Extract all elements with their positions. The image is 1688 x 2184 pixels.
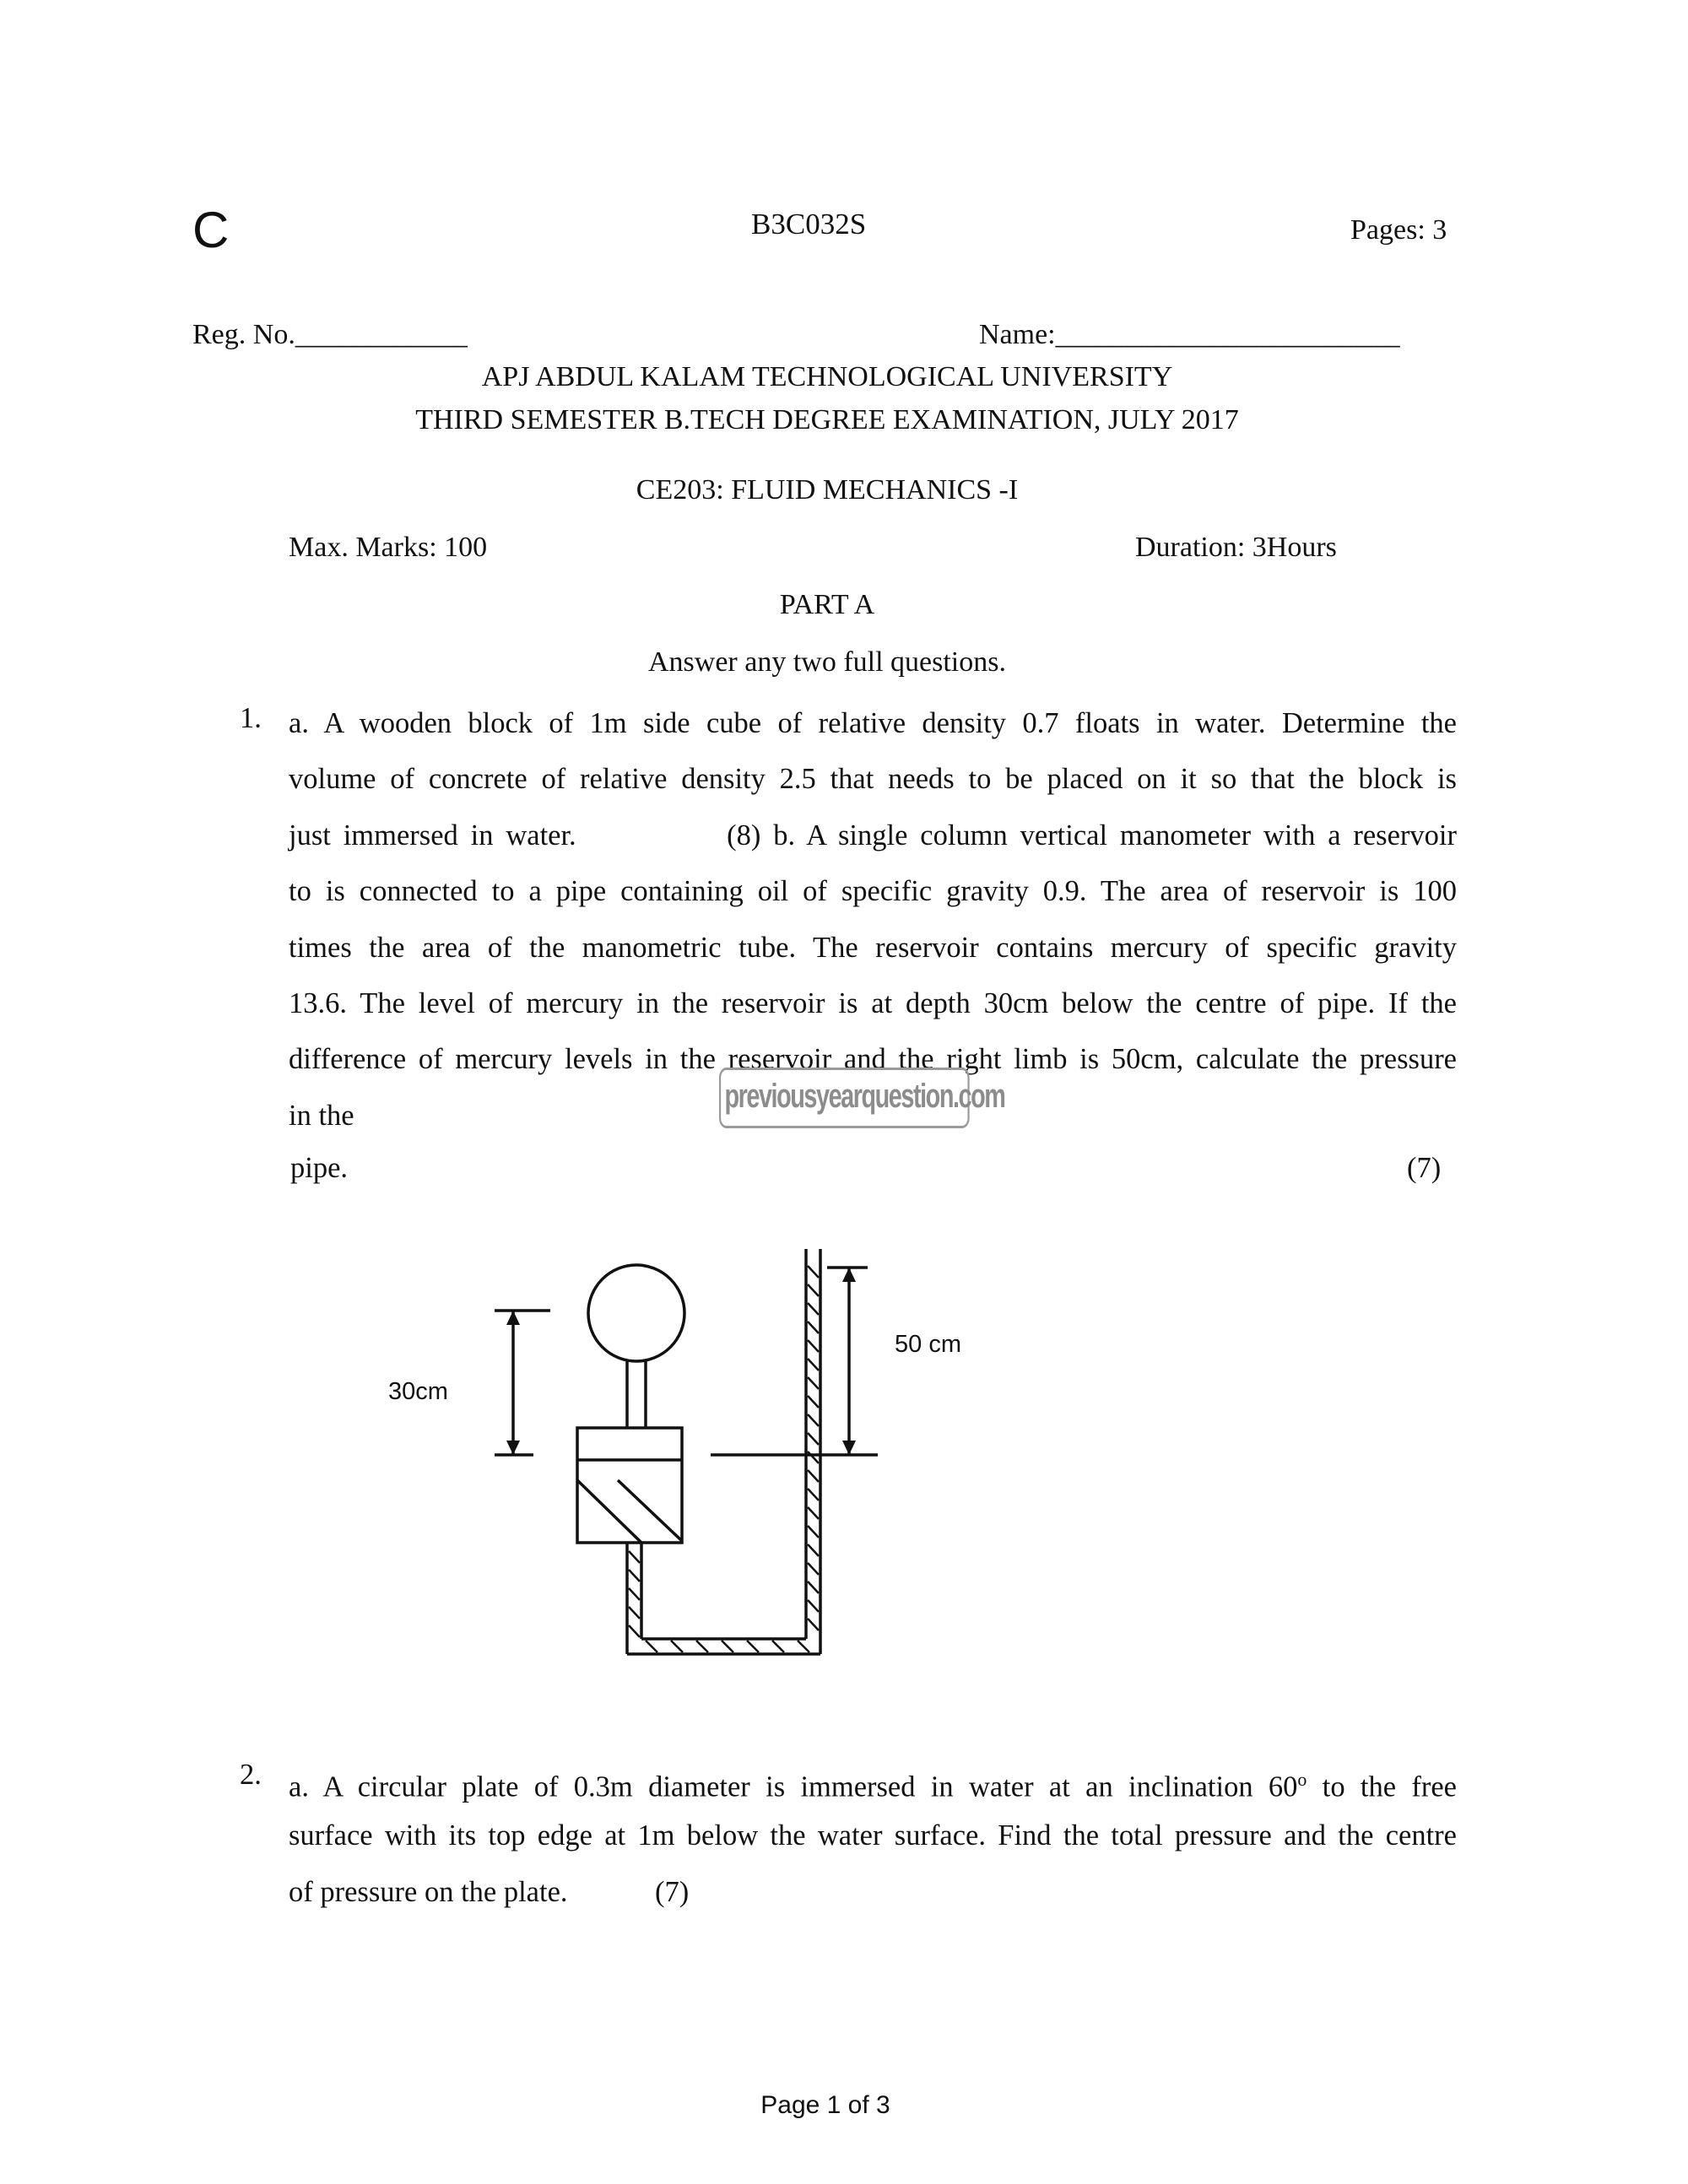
question-number: 1. xyxy=(240,702,262,734)
question-line xyxy=(289,1752,1457,1808)
hatch-mark xyxy=(629,1625,640,1637)
duration: Duration: 3Hours xyxy=(1135,532,1337,563)
hatch-mark xyxy=(808,1396,819,1408)
hatch-mark xyxy=(808,1600,819,1612)
question-line: in the xyxy=(289,1099,354,1132)
marks: (7) xyxy=(1407,1152,1442,1184)
hatch-mark xyxy=(629,1551,640,1563)
hatch-mark xyxy=(808,1322,819,1333)
page-footer: Page 1 of 3 xyxy=(760,2091,890,2119)
hatch-mark xyxy=(722,1641,733,1652)
question-line: volume of concrete of relative density 2.5 that needs to be placed on it so that the block is xyxy=(289,763,1457,796)
hatch-mark xyxy=(808,1414,819,1426)
hatch-mark xyxy=(808,1359,819,1370)
manometer-figure xyxy=(371,1232,979,1671)
hatch-mark xyxy=(808,1433,819,1445)
question-line: to is connected to a pipe containing oil of specific gravity 0.9. The area of reservoir is 100 xyxy=(289,875,1457,908)
question-line: difference of mercury levels in the reservoir and the right limb is 50cm, calculate the pressure xyxy=(289,1043,1457,1076)
hatch-mark xyxy=(798,1641,809,1652)
question-line-start: a. A circular plate of 0.3m diameter is immersed in water at an inclination 60 xyxy=(289,1770,1298,1803)
question-number: 2. xyxy=(240,1759,262,1791)
course-title: CE203: FLUID MECHANICS -I xyxy=(636,474,1019,505)
hatch-mark xyxy=(808,1303,819,1315)
hatch-mark xyxy=(671,1641,683,1652)
watermark: previousyearquestion.com xyxy=(719,1068,970,1128)
question-1-last-word: pipe. xyxy=(290,1152,349,1184)
reg-no-field: Reg. No.____________ xyxy=(192,319,468,350)
hatch-mark xyxy=(808,1340,819,1352)
question-line: surface with its top edge at 1m below the water surface. Find the total pressure and the centre xyxy=(289,1819,1457,1852)
question-line: a. A wooden block of 1m side cube of relative density 0.7 floats in water. Determine the xyxy=(289,707,1457,739)
hatch-mark xyxy=(696,1641,708,1652)
question-line: 13.6. The level of mercury in the reservoir is at depth 30cm below the centre of pipe. If the xyxy=(289,987,1457,1019)
paper-code: B3C032S xyxy=(751,208,867,241)
figure-label-50cm: 50 cm xyxy=(895,1331,961,1358)
hatch-mark xyxy=(808,1507,819,1519)
hatch-mark xyxy=(747,1641,759,1652)
hatch-mark xyxy=(808,1284,819,1296)
pipe-circle xyxy=(588,1265,684,1361)
degree-superscript: o xyxy=(1297,1769,1307,1790)
name-field: Name:________________________ xyxy=(979,319,1400,350)
hatch-mark xyxy=(772,1641,784,1652)
question-line: times the area of the manometric tube. The reservoir contains mercury of specific gravity xyxy=(289,931,1457,964)
set-letter: C xyxy=(192,202,230,258)
exam-title: THIRD SEMESTER B.TECH DEGREE EXAMINATION, JULY 2017 xyxy=(415,404,1239,435)
instruction: Answer any two full questions. xyxy=(647,646,1006,678)
question-2-text xyxy=(289,1752,1457,1920)
hatch-mark xyxy=(808,1581,819,1593)
question-line: of pressure on the plate. (7) xyxy=(289,1875,690,1908)
question-line-end: to the free xyxy=(1307,1770,1457,1803)
hatch-mark xyxy=(629,1607,640,1619)
question-line: just immersed in water. (8) b. A single column vertical manometer with a reservoir xyxy=(289,819,1457,851)
part-heading: PART A xyxy=(779,589,875,620)
hatch-mark xyxy=(808,1526,819,1538)
university-name: APJ ABDUL KALAM TECHNOLOGICAL UNIVERSITY xyxy=(481,361,1173,392)
hatch-mark xyxy=(808,1377,819,1389)
page-count: Pages: 3 xyxy=(1350,214,1447,246)
hatch-mark xyxy=(808,1266,819,1278)
hatch-mark xyxy=(808,1563,819,1575)
hatch-mark xyxy=(808,1619,819,1630)
hatch-mark xyxy=(629,1588,640,1600)
hatch-mark xyxy=(808,1489,819,1500)
figure-label-30cm: 30cm xyxy=(388,1378,448,1405)
hatch-mark xyxy=(808,1470,819,1482)
hatch-mark xyxy=(808,1451,819,1463)
hatch-mark xyxy=(646,1641,657,1652)
hatch-mark xyxy=(808,1544,819,1556)
hatch-mark xyxy=(629,1570,640,1581)
max-marks: Max. Marks: 100 xyxy=(289,532,488,563)
